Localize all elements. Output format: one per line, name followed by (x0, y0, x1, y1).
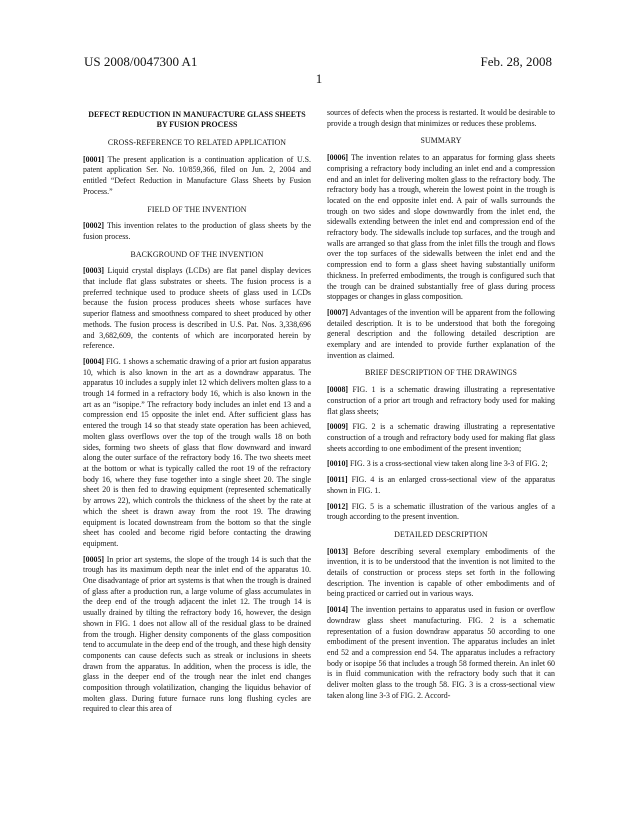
document-title: DEFECT REDUCTION IN MANUFACTURE GLASS SHEETS BY FUSION PROCESS (88, 110, 306, 129)
paragraph-number: [0006] (327, 153, 349, 163)
paragraph-0012 (327, 502, 555, 523)
paragraph-number: [0008] (327, 385, 349, 395)
paragraph-0009 (327, 422, 555, 454)
paragraph-0007 (327, 308, 555, 362)
paragraph-0010 (327, 459, 555, 470)
left-column (83, 108, 311, 720)
paragraph-number: [0004] (83, 356, 105, 366)
page-number: 1 (315, 71, 323, 86)
paragraph-text: Advantages of the invention will be apparent from the following detailed description. It is to be understood that both the foregoing general description and the following detailed description are exemplary and are intended to provide further explanation of the invention as claimed. (327, 307, 555, 360)
paragraph-number: [0005] (83, 554, 105, 564)
paragraph-text: This invention relates to the production of glass sheets by the fusion process. (83, 221, 311, 241)
publication-number: US 2008/0047300 A1 (84, 54, 198, 69)
paragraph-number: [0009] (327, 422, 349, 432)
paragraph-0005 (83, 555, 311, 716)
paragraph-text: Before describing several exemplary embodiments of the invention, it is to be understood that the invention is not limited to the details of construction or process steps set forth in the following description. The invention is capable of other embodiments and of being practiced or carried out in various ways. (327, 546, 555, 599)
paragraph-text: FIG. 1 shows a schematic drawing of a prior art fusion apparatus 10, which is also known in the art as a downdraw apparatus. The apparatus 10 includes a supply inlet 12 which delivers molten glass to a trough 14 formed in a refractory body 16, which is also known in the art as an “isopipe.” The refractory body includes an inlet end 13 and a compression end 15 opposite the inlet end. After sufficient glass has entered the trough 14 so that steady state operation has been achieved, molten glass overflows over the top of the trough walls 18 on both sides, forming two sheets of glass that flow downward and inward along the outer surface of the refractory body 16. The two sheets meet at the bottom or what is typically called the root 19 of the refractory body 16, where they fuse together into a single sheet 20. The single sheet 20 is then fed to drawing equipment (represented schematically by arrows 22), which controls the thickness of the sheet by the rate at which the sheet is drawn away from the root 19. The drawing equipment is located downstream from the bottom so that the single sheet has cooled and become rigid before contacting the drawing equipment. (83, 356, 311, 548)
paragraph-0008 (327, 385, 555, 417)
paragraph-number: [0013] (327, 546, 349, 556)
paragraph-text: Liquid crystal displays (LCDs) are flat panel display devices that include flat glass substrates or sheets. The fusion process is a preferred technique used to produce sheets of glass used in LCDs because the fusion process produces sheets whose surfaces have superior flatness and smoothness compared to sheet produced by other methods. The fusion process is described in U.S. Pat. Nos. 3,338,696 and 3,682,609, the contents of which are incorporated herein by reference. (83, 266, 311, 351)
paragraph-0006 (327, 153, 555, 303)
paragraph-text: In prior art systems, the slope of the trough 14 is such that the trough has its maximum depth near the inlet end of the apparatus 10. One disadvantage of prior art systems is that when the trough is drained of glass after a production run, a large volume of glass accumulates in the deep end of the trough adjacent the inlet 12. The trough 14 is usually drained by tilting the refractory body 16, however, the design shown in FIG. 1 does not allow all of the residual glass to be drained from the trough. Higher density components of the glass composition tend to accumulate in the deep end of the trough, and these high density components can cause defects such as streak or inclusions in sheets drawn from the apparatus. In addition, when the process is idle, the glass in the deeper end of the trough near the inlet end changes composition through volatilization, changing the liquidus behavior of molten glass. During future furnace runs long flushing cycles are required to clear this area of (83, 554, 311, 714)
paragraph-number: [0012] (327, 501, 349, 511)
paragraph-0001 (83, 155, 311, 198)
paragraph-number: [0001] (83, 154, 105, 164)
paragraph-text: FIG. 1 is a schematic drawing illustrating a representative construction of a prior art trough and refractory body used for making flat glass sheets; (327, 385, 555, 416)
paragraph-number: [0014] (327, 605, 349, 615)
paragraph-0003 (83, 266, 311, 352)
paragraph-text: The present application is a continuation application of U.S. patent application Ser. No. 10/859,366, filed on Jun. 2, 2004 and entitled “Defect Reduction in Manufacture Glass Sheets by Fusion Process.” (83, 154, 311, 196)
paragraph-text: FIG. 4 is an enlarged cross-sectional view of the apparatus shown in FIG. 1. (327, 475, 555, 495)
heading-brief-description: BRIEF DESCRIPTION OF THE DRAWINGS (364, 368, 517, 378)
paragraph-0011 (327, 475, 555, 496)
paragraph-continued: sources of defects when the process is restarted. It would be desirable to provide a trough design that minimizes or reduces these problems. (327, 108, 555, 128)
paragraph-text: FIG. 2 is a schematic drawing illustrating a representative construction of a trough and refractory body used for making flat glass sheets according to one embodiment of the present invention; (327, 422, 555, 453)
paragraph-number: [0010] (327, 459, 349, 469)
paragraph-0004 (83, 357, 311, 550)
paragraph-text: FIG. 3 is a cross-sectional view taken along line 3-3 of FIG. 2; (350, 459, 548, 469)
paragraph-text: The invention pertains to apparatus used in fusion or overflow downdraw glass sheet manufacturing. FIG. 2 is a schematic representation of a fusion downdraw apparatus 50 according to one embodiment of the present invention. The apparatus includes an inlet end 52 and a compression end 54. The apparatus includes a refractory body or isopipe 56 that includes a trough 58 formed therein. An inlet 60 is in fluid communication with the refractory body such that it can deliver molten glass to the trough 58. FIG. 3 is a cross-sectional view taken along line 3-3 of FIG. 2. Accord- (327, 605, 555, 700)
heading-summary: SUMMARY (420, 136, 462, 146)
heading-background: BACKGROUND OF THE INVENTION (130, 249, 264, 259)
publication-date: Feb. 28, 2008 (480, 54, 552, 69)
heading-detailed-description: DETAILED DESCRIPTION (394, 529, 488, 539)
heading-cross-reference: CROSS-REFERENCE TO RELATED APPLICATION (107, 138, 287, 147)
paragraph-text: The invention relates to an apparatus for forming glass sheets comprising a refractory body including an inlet end and a compression end and an inlet for delivering molten glass to the refractory body. The refractory body has a trough, wherein the lowest point in the trough is located on the end opposite inlet end. A pair of walls surrounds the trough on two sides and slope downwardly from the inlet end, the sidewalls extending between the inlet end and compression end of the refractory body. The sidewalls include top surfaces, and the trough and walls are arranged so that glass from the inlet fills the trough and flows over the top surfaces of the sidewalls between the inlet end and the compression end to form a glass sheet having substantially uniform thickness. In preferred embodiments, the trough is configured such that the trough can be drained substantially free of glass during process stoppages or changes in glass composition. (327, 153, 555, 302)
paragraph-number: [0003] (83, 266, 105, 276)
heading-field: FIELD OF THE INVENTION (147, 204, 247, 214)
paragraph-0013 (327, 547, 555, 601)
paragraph-0014 (327, 605, 555, 701)
right-column (327, 108, 555, 706)
paragraph-number: [0007] (327, 307, 349, 317)
paragraph-number: [0002] (83, 221, 105, 231)
paragraph-text: FIG. 5 is a schematic illustration of the various angles of a trough according to the present invention. (327, 501, 555, 522)
paragraph-number: [0011] (327, 475, 348, 485)
paragraph-0002 (83, 221, 311, 242)
